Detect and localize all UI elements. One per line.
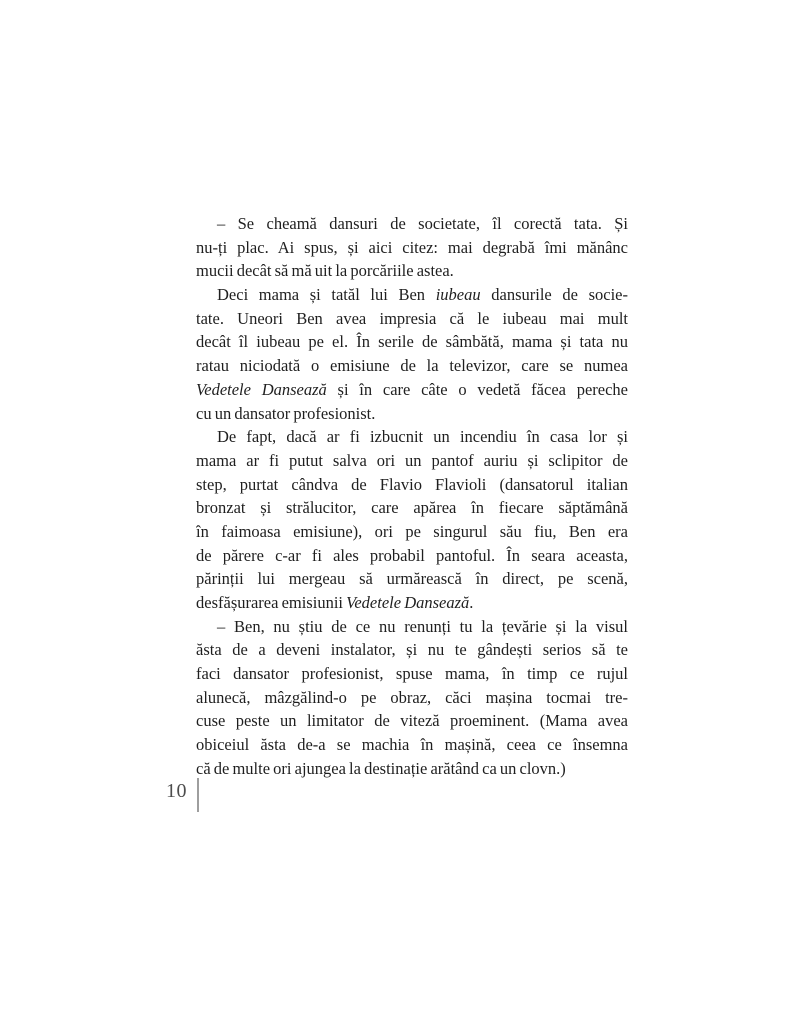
- text-line: [196, 425, 628, 449]
- text-line: [196, 757, 628, 781]
- text-line: [196, 686, 628, 710]
- text-line: [196, 709, 628, 733]
- text-line: [196, 567, 628, 591]
- text-line: [196, 591, 628, 615]
- text-segment: părinții lui mergeau să urmărească în direct, pe scenă,: [196, 569, 628, 589]
- text-segment: cuse peste un limitator de viteză proeminent. (Mama avea: [196, 711, 628, 731]
- italic-text-segment: iubeau: [435, 285, 481, 305]
- text-line: [196, 615, 628, 639]
- text-line: [196, 330, 628, 354]
- text-line: [196, 236, 628, 260]
- text-segment: – Se cheamă dansuri de societate, îl corectă tata. Și: [217, 214, 628, 233]
- italic-text-segment: Vedetele Dansează: [346, 593, 470, 612]
- text-segment: dansurile de socie-: [480, 285, 628, 305]
- text-segment: De fapt, dacă ar fi izbucnit un incendiu în casa lor și: [217, 427, 628, 447]
- text-segment: decât îl iubeau pe el. În serile de sâmbătă, mama și tata nu: [196, 332, 628, 352]
- text-segment: faci dansator profesionist, spuse mama, în timp ce rujul: [196, 664, 628, 684]
- text-segment: cu un dansator profesionist.: [196, 403, 376, 423]
- text-line: [196, 307, 628, 331]
- text-segment: alunecă, mâzgălind-o pe obraz, căci mașina tocmai tre-: [196, 687, 628, 707]
- text-segment: în faimoasa emisiune), ori pe singurul său fiu, Ben era: [196, 521, 628, 541]
- text-line: [196, 283, 628, 307]
- text-line: [196, 378, 628, 402]
- text-segment: mama ar fi putut salva ori un pantof auriu și sclipitor de: [196, 450, 628, 470]
- text-segment: ăsta de a deveni instalator, și nu te gândești serios să te: [196, 640, 628, 660]
- text-line: [196, 638, 628, 662]
- text-line: [196, 449, 628, 473]
- text-segment: – Ben, nu știu de ce nu renunți tu la țevărie și la visul: [217, 616, 628, 636]
- text-segment: bronzat și strălucitor, care apărea în fiecare săptămână: [196, 498, 628, 518]
- italic-text-segment: Vedetele Dansează: [196, 379, 327, 399]
- text-line: [196, 662, 628, 686]
- text-segment: și în care câte o vedetă făcea pereche: [326, 379, 628, 399]
- text-segment: nu-ți plac. Ai spus, și aici citez: mai degrabă îmi mănânc: [196, 237, 628, 257]
- text-segment: obiceiul ăsta de-a se machia în mașină, ceea ce însemna: [196, 735, 628, 755]
- text-segment: ratau niciodată o emisiune de la televizor, care se numea: [196, 356, 628, 376]
- text-line: [196, 496, 628, 520]
- page-number: 10: [166, 780, 187, 802]
- text-line: [196, 402, 628, 426]
- text-line: [196, 354, 628, 378]
- text-segment: că de multe ori ajungea la destinație arătând ca un clovn.): [196, 758, 566, 778]
- text-line: [196, 259, 628, 283]
- text-segment: mucii decât să mă uit la porcăriile astea.: [196, 261, 454, 281]
- page-text: [196, 212, 628, 781]
- text-segment: tate. Uneori Ben avea impresia că le iubeau mai mult: [196, 308, 628, 328]
- text-line: [196, 473, 628, 497]
- footer-rule: [197, 778, 199, 812]
- text-line: [196, 733, 628, 757]
- text-segment: desfășurarea emisiunii: [196, 593, 347, 612]
- text-segment: .: [469, 593, 474, 612]
- text-line: [196, 520, 628, 544]
- text-segment: Deci mama și tatăl lui Ben: [217, 285, 436, 305]
- text-segment: step, purtat cândva de Flavio Flavioli (dansatorul italian: [196, 474, 628, 494]
- text-segment: de părere c-ar fi ales probabil pantoful. În seara aceasta,: [196, 545, 628, 565]
- text-line: [196, 544, 628, 568]
- text-line: [196, 212, 628, 236]
